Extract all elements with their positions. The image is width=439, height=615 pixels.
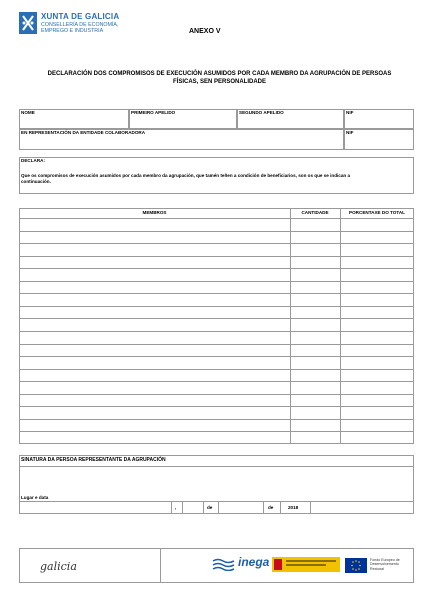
date-comma: ,: [175, 505, 177, 510]
member-name-cell[interactable]: [19, 293, 290, 306]
member-name-cell[interactable]: [19, 344, 290, 357]
spain-crest-icon: [274, 559, 282, 570]
galicia-logo: galicia: [40, 560, 77, 573]
eu-text-line1: Fondo Europeo de: [370, 558, 400, 562]
member-name-cell[interactable]: [19, 306, 290, 319]
member-percentage-cell[interactable]: [340, 281, 414, 294]
member-name-cell[interactable]: [19, 394, 290, 407]
member-name-cell[interactable]: [19, 256, 290, 269]
member-name-cell[interactable]: [19, 369, 290, 382]
month-field[interactable]: [219, 502, 262, 513]
date-year: 2018: [288, 505, 299, 510]
nif-label: NIF: [346, 110, 354, 115]
member-quantity-cell[interactable]: [290, 281, 340, 294]
eu-flag-icon: [345, 558, 367, 573]
member-percentage-cell[interactable]: [340, 344, 414, 357]
header-percentage: PORCENTAXE DO TOTAL: [349, 210, 405, 215]
first-surname-label: PRIMEIRO APELIDO: [131, 110, 176, 115]
signature-heading: SINATURA DA PERSOA REPRESENTANTE DA AGRUPACIÓN: [21, 457, 166, 463]
date-de-1: de: [207, 505, 213, 510]
declaration-text: [21, 173, 350, 185]
org-name: XUNTA DE GALICIA: [41, 12, 120, 21]
member-percentage-cell[interactable]: [340, 256, 414, 269]
date-de-2: de: [268, 505, 274, 510]
member-percentage-cell[interactable]: [340, 243, 414, 256]
member-name-cell[interactable]: [19, 231, 290, 244]
header-quantity: CANTIDADE: [301, 210, 329, 215]
date-div-5: [263, 501, 264, 514]
member-percentage-cell[interactable]: [340, 419, 414, 432]
inega-logo: inega: [238, 555, 270, 569]
date-div-6: [280, 501, 281, 514]
nif2-label: NIF: [346, 130, 354, 135]
member-quantity-cell[interactable]: [290, 381, 340, 394]
day-field[interactable]: [183, 502, 202, 513]
member-percentage-cell[interactable]: [340, 268, 414, 281]
nif2-cell[interactable]: [344, 129, 414, 150]
member-quantity-cell[interactable]: [290, 231, 340, 244]
member-quantity-cell[interactable]: [290, 356, 340, 369]
signature-header-line: [19, 466, 414, 467]
member-quantity-cell[interactable]: [290, 318, 340, 331]
spain-ministry-logo: [272, 557, 340, 572]
member-percentage-cell[interactable]: [340, 331, 414, 344]
member-name-cell[interactable]: [19, 431, 290, 444]
dept-line2: EMPREGO E INDUSTRIA: [41, 28, 104, 34]
place-date-label: Lugar e data: [21, 495, 49, 500]
member-quantity-cell[interactable]: [290, 218, 340, 231]
member-name-cell[interactable]: [19, 268, 290, 281]
declaration-text-line1: Que os compromisos de execución asumidos por cada membro da agrupación, que tamén teñen a condición de beneficiarios, son os que se indican a: [21, 173, 351, 178]
name-cell[interactable]: [19, 109, 129, 129]
member-quantity-cell[interactable]: [290, 406, 340, 419]
annex-label: ANEXO V: [189, 28, 221, 35]
member-quantity-cell[interactable]: [290, 419, 340, 432]
date-div-7: [310, 501, 311, 514]
member-percentage-cell[interactable]: [340, 231, 414, 244]
member-name-cell[interactable]: [19, 218, 290, 231]
member-name-cell[interactable]: [19, 331, 290, 344]
declaration-heading: DECLARA:: [21, 158, 45, 163]
member-percentage-cell[interactable]: [340, 381, 414, 394]
inega-wave-icon: [212, 557, 236, 571]
member-percentage-cell[interactable]: [340, 293, 414, 306]
xunta-emblem-icon: [19, 12, 37, 34]
member-quantity-cell[interactable]: [290, 268, 340, 281]
entity-label: EN REPRESENTACIÓN DA ENTIDADE COLABORADORA: [21, 130, 146, 135]
member-percentage-cell[interactable]: [340, 406, 414, 419]
title-line2: FÍSICAS, SEN PERSONALIDADE: [172, 79, 266, 85]
eu-text-line2: Desenvolvemento: [370, 562, 399, 567]
eu-text-line3: Rexional: [370, 566, 384, 571]
member-percentage-cell[interactable]: [340, 431, 414, 444]
form-title: [0, 70, 439, 86]
member-percentage-cell[interactable]: [340, 356, 414, 369]
member-percentage-cell[interactable]: [340, 318, 414, 331]
member-percentage-cell[interactable]: [340, 306, 414, 319]
second-surname-label: SEGUNDO APELIDO: [239, 110, 284, 115]
member-name-cell[interactable]: [19, 419, 290, 432]
ministry-text-bar: [286, 560, 336, 562]
member-quantity-cell[interactable]: [290, 331, 340, 344]
member-name-cell[interactable]: [19, 381, 290, 394]
title-line1: DECLARACIÓN DOS COMPROMISOS DE EXECUCIÓN ASUMIDOS POR CADA MEMBRO DA AGRUPACIÓN DE PERSOAS: [47, 71, 392, 77]
eu-stars-icon: [345, 558, 367, 573]
member-quantity-cell[interactable]: [290, 431, 340, 444]
member-name-cell[interactable]: [19, 243, 290, 256]
eu-fund-text: [370, 558, 400, 571]
member-percentage-cell[interactable]: [340, 218, 414, 231]
member-name-cell[interactable]: [19, 356, 290, 369]
member-quantity-cell[interactable]: [290, 256, 340, 269]
member-quantity-cell[interactable]: [290, 344, 340, 357]
member-quantity-cell[interactable]: [290, 293, 340, 306]
member-quantity-cell[interactable]: [290, 394, 340, 407]
nif-cell[interactable]: [344, 109, 414, 129]
ministry-text-bar-2: [286, 564, 326, 566]
member-name-cell[interactable]: [19, 406, 290, 419]
header-members: MEMBROS: [142, 210, 167, 215]
member-quantity-cell[interactable]: [290, 369, 340, 382]
member-percentage-cell[interactable]: [340, 369, 414, 382]
date-div-3: [203, 501, 204, 514]
date-div-1: [171, 501, 172, 514]
member-quantity-cell[interactable]: [290, 243, 340, 256]
footer-divider: [160, 548, 161, 583]
place-field[interactable]: [20, 502, 170, 513]
member-name-cell[interactable]: [19, 281, 290, 294]
declaration-text-line2: continuación.: [21, 179, 51, 184]
dept-line1: CONSELLERÍA DE ECONOMÍA,: [41, 22, 119, 28]
member-quantity-cell[interactable]: [290, 306, 340, 319]
xunta-logo: [19, 12, 149, 44]
member-percentage-cell[interactable]: [340, 394, 414, 407]
name-label: NOME: [21, 110, 35, 115]
member-name-cell[interactable]: [19, 318, 290, 331]
